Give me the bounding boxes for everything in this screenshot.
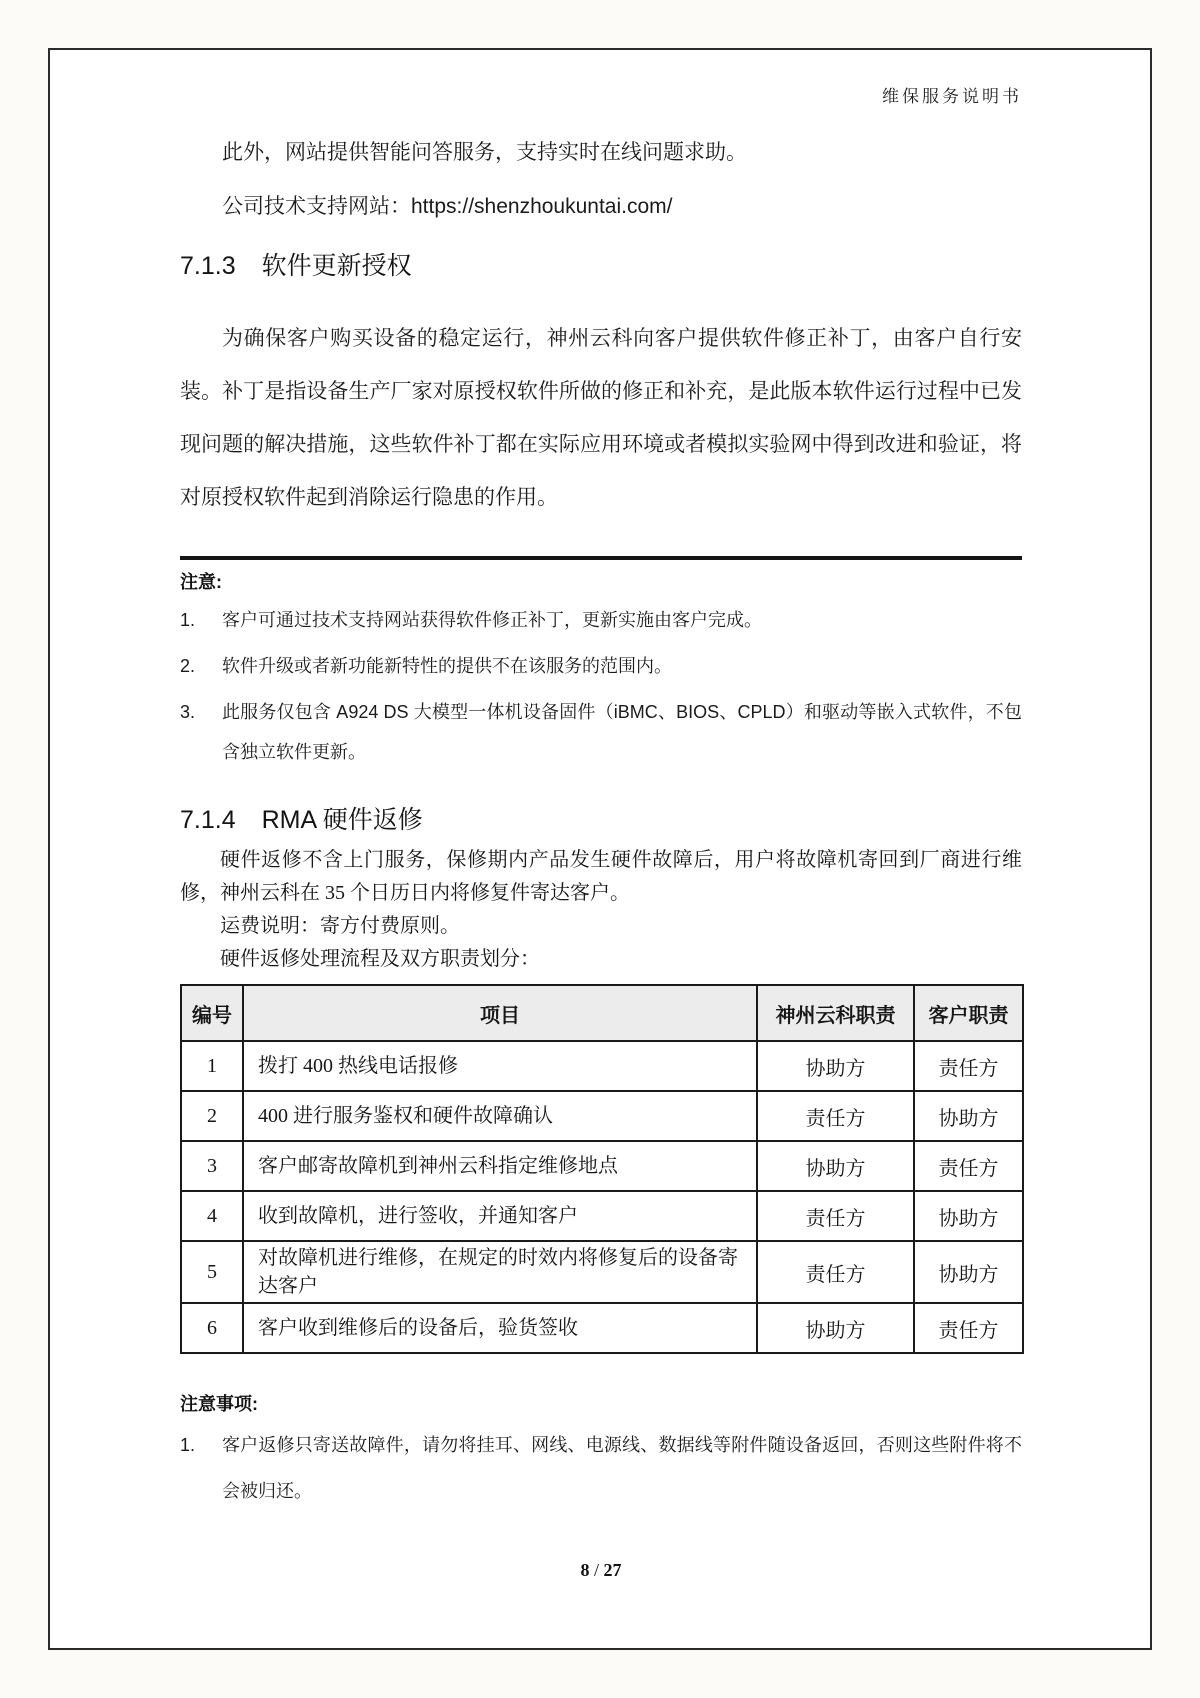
note-item	[180, 646, 1022, 686]
table-row	[181, 1191, 1023, 1241]
cell-no: 4	[181, 1191, 243, 1241]
section-number: 7.1.4	[180, 806, 236, 834]
rma-process-table	[180, 984, 1024, 1354]
notice-label: 注意事项:	[180, 1394, 258, 1414]
table-row	[181, 1041, 1023, 1091]
cell-customer: 责任方	[914, 1303, 1023, 1353]
section-title: RMA 硬件返修	[261, 806, 423, 834]
cell-customer: 协助方	[914, 1091, 1023, 1141]
note-item	[180, 692, 1022, 772]
note-item-number: 2.	[180, 656, 196, 676]
table-header-row	[181, 985, 1023, 1041]
cell-vendor: 责任方	[757, 1091, 914, 1141]
cell-no: 5	[181, 1241, 243, 1303]
section-heading-7-1-4	[180, 800, 1022, 836]
cell-item: 收到故障机，进行签收，并通知客户	[243, 1191, 757, 1241]
section-title: 软件更新授权	[261, 252, 412, 280]
cell-customer: 协助方	[914, 1191, 1023, 1241]
note-item-number: 3.	[180, 702, 196, 722]
section-7-1-3-body: 为确保客户购买设备的稳定运行，神州云科向客户提供软件修正补丁，由客户自行安装。补丁是指设备生产厂家对原授权软件所做的修正和补充，是此版本软件运行过程中已发现问题的解决措施，这些软件补丁都在实际应用环境或者模拟实验网中得到改进和验证，将对原授权软件起到消除运行隐患的作用。	[180, 327, 1022, 509]
rma-paragraph-2: 运费说明：寄方付费原则。	[220, 915, 460, 937]
note-item-text: 软件升级或者新功能新特性的提供不在该服务的范围内。	[222, 656, 672, 676]
table-header-vendor: 神州云科职责	[757, 985, 914, 1041]
note-label: 注意:	[180, 572, 222, 592]
cell-no: 1	[181, 1041, 243, 1091]
cell-customer: 协助方	[914, 1241, 1023, 1303]
cell-customer: 责任方	[914, 1041, 1023, 1091]
cell-no: 2	[181, 1091, 243, 1141]
note-top-rule	[180, 556, 1022, 560]
notes-list	[180, 600, 1022, 778]
page-number-total: 27	[603, 1560, 622, 1580]
notice-item-text: 客户返修只寄送故障件，请勿将挂耳、网线、电源线、数据线等附件随设备返回，否则这些附件将不会被归还。	[222, 1435, 1022, 1501]
note-item-text: 此服务仅包含 A924 DS 大模型一体机设备固件（iBMC、BIOS、CPLD）和驱动等嵌入式软件，不包含独立软件更新。	[222, 702, 1022, 762]
cell-item: 拨打 400 热线电话报修	[243, 1041, 757, 1091]
intro-paragraph-1: 此外，网站提供智能问答服务，支持实时在线问题求助。	[222, 141, 747, 164]
page-number-current: 8	[580, 1560, 590, 1580]
cell-item: 客户邮寄故障机到神州云科指定维修地点	[243, 1141, 757, 1191]
note-item-text: 客户可通过技术支持网站获得软件修正补丁，更新实施由客户完成。	[222, 610, 762, 630]
cell-vendor: 责任方	[757, 1191, 914, 1241]
cell-vendor: 协助方	[757, 1141, 914, 1191]
cell-item: 400 进行服务鉴权和硬件故障确认	[243, 1091, 757, 1141]
intro-paragraph-2: 公司技术支持网站：https://shenzhoukuntai.com/	[222, 195, 673, 218]
note-item	[180, 600, 1022, 640]
cell-no: 3	[181, 1141, 243, 1191]
cell-no: 6	[181, 1303, 243, 1353]
table-row	[181, 1141, 1023, 1191]
table-row	[181, 1241, 1023, 1303]
cell-item: 客户收到维修后的设备后，验货签收	[243, 1303, 757, 1353]
cell-vendor: 责任方	[757, 1241, 914, 1303]
table-header-customer: 客户职责	[914, 985, 1023, 1041]
notices-list	[180, 1422, 1022, 1514]
notice-item-number: 1.	[180, 1435, 196, 1455]
page-number-separator: /	[589, 1560, 604, 1580]
cell-vendor: 协助方	[757, 1041, 914, 1091]
table-row	[181, 1091, 1023, 1141]
section-number: 7.1.3	[180, 252, 236, 280]
cell-item: 对故障机进行维修，在规定的时效内将修复后的设备寄达客户	[243, 1241, 757, 1303]
table-header-no: 编号	[181, 985, 243, 1041]
section-heading-7-1-3	[180, 246, 1022, 282]
notice-item	[180, 1422, 1022, 1514]
rma-paragraph-1: 硬件返修不含上门服务，保修期内产品发生硬件故障后，用户将故障机寄回到厂商进行维修，神州云科在 35 个日历日内将修复件寄达客户。	[180, 849, 1022, 904]
rma-paragraph-3: 硬件返修处理流程及双方职责划分：	[220, 948, 540, 970]
document-header-title: 维保服务说明书	[882, 87, 1022, 106]
table-row	[181, 1303, 1023, 1353]
note-item-number: 1.	[180, 610, 196, 630]
table-header-item: 项目	[243, 985, 757, 1041]
page-number	[180, 1560, 1022, 1581]
cell-vendor: 协助方	[757, 1303, 914, 1353]
section-7-1-4-body	[180, 844, 1022, 976]
cell-customer: 责任方	[914, 1141, 1023, 1191]
